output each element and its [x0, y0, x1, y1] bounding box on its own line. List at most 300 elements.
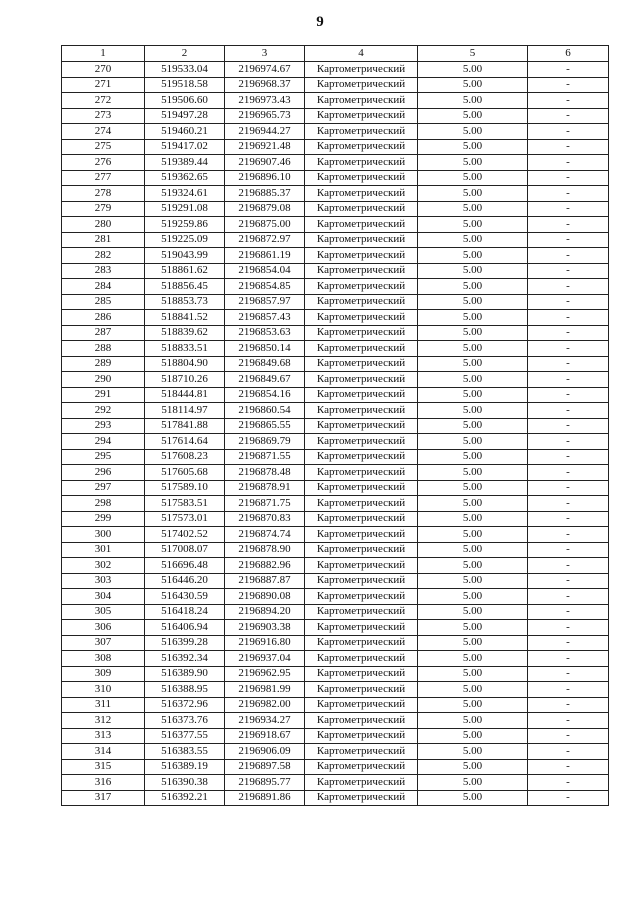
method-cell: Картометрический — [305, 604, 418, 620]
x-coordinate-cell: 519259.86 — [145, 217, 225, 233]
table-row — [62, 124, 609, 140]
table-row — [62, 155, 609, 171]
accuracy-cell: 5.00 — [418, 403, 528, 419]
method-cell: Картометрический — [305, 325, 418, 341]
method-cell: Картометрический — [305, 434, 418, 450]
accuracy-cell: 5.00 — [418, 387, 528, 403]
y-coordinate-cell: 2196849.68 — [225, 356, 305, 372]
y-coordinate-cell: 2196857.43 — [225, 310, 305, 326]
point-number-cell: 281 — [62, 232, 145, 248]
x-coordinate-cell: 519460.21 — [145, 124, 225, 140]
note-cell: - — [528, 573, 609, 589]
x-coordinate-cell: 516389.19 — [145, 759, 225, 775]
y-coordinate-cell: 2196937.04 — [225, 651, 305, 667]
x-coordinate-cell: 516389.90 — [145, 666, 225, 682]
point-number-cell: 274 — [62, 124, 145, 140]
x-coordinate-cell: 517008.07 — [145, 542, 225, 558]
x-coordinate-cell: 516418.24 — [145, 604, 225, 620]
note-cell: - — [528, 449, 609, 465]
accuracy-cell: 5.00 — [418, 62, 528, 78]
method-cell: Картометрический — [305, 310, 418, 326]
method-cell: Картометрический — [305, 418, 418, 434]
accuracy-cell: 5.00 — [418, 465, 528, 481]
point-number-cell: 298 — [62, 496, 145, 512]
note-cell: - — [528, 744, 609, 760]
x-coordinate-cell: 518804.90 — [145, 356, 225, 372]
note-cell: - — [528, 279, 609, 295]
accuracy-cell: 5.00 — [418, 155, 528, 171]
x-coordinate-cell: 516392.21 — [145, 790, 225, 806]
note-cell: - — [528, 418, 609, 434]
accuracy-cell: 5.00 — [418, 511, 528, 527]
table-row — [62, 77, 609, 93]
point-number-cell: 283 — [62, 263, 145, 279]
y-coordinate-cell: 2196861.19 — [225, 248, 305, 264]
note-cell: - — [528, 310, 609, 326]
method-cell: Картометрический — [305, 124, 418, 140]
table-row — [62, 790, 609, 806]
method-cell: Картометрический — [305, 744, 418, 760]
x-coordinate-cell: 519518.58 — [145, 77, 225, 93]
point-number-cell: 271 — [62, 77, 145, 93]
accuracy-cell: 5.00 — [418, 372, 528, 388]
table-row — [62, 310, 609, 326]
accuracy-cell: 5.00 — [418, 573, 528, 589]
table-body — [62, 62, 609, 806]
method-cell: Картометрический — [305, 651, 418, 667]
table-row — [62, 465, 609, 481]
point-number-cell: 287 — [62, 325, 145, 341]
accuracy-cell: 5.00 — [418, 558, 528, 574]
point-number-cell: 291 — [62, 387, 145, 403]
table-row — [62, 496, 609, 512]
point-number-cell: 311 — [62, 697, 145, 713]
table-row — [62, 744, 609, 760]
method-cell: Картометрический — [305, 139, 418, 155]
table-row — [62, 108, 609, 124]
y-coordinate-cell: 2196907.46 — [225, 155, 305, 171]
note-cell: - — [528, 511, 609, 527]
table-row — [62, 573, 609, 589]
table-row — [62, 62, 609, 78]
method-cell: Картометрический — [305, 294, 418, 310]
accuracy-cell: 5.00 — [418, 759, 528, 775]
note-cell: - — [528, 93, 609, 109]
point-number-cell: 290 — [62, 372, 145, 388]
y-coordinate-cell: 2196875.00 — [225, 217, 305, 233]
method-cell: Картометрический — [305, 201, 418, 217]
point-number-cell: 307 — [62, 635, 145, 651]
point-number-cell: 292 — [62, 403, 145, 419]
note-cell: - — [528, 713, 609, 729]
x-coordinate-cell: 516372.96 — [145, 697, 225, 713]
point-number-cell: 314 — [62, 744, 145, 760]
x-coordinate-cell: 517841.88 — [145, 418, 225, 434]
x-coordinate-cell: 518833.51 — [145, 341, 225, 357]
table-row — [62, 93, 609, 109]
note-cell: - — [528, 232, 609, 248]
method-cell: Картометрический — [305, 77, 418, 93]
point-number-cell: 302 — [62, 558, 145, 574]
y-coordinate-cell: 2196916.80 — [225, 635, 305, 651]
note-cell: - — [528, 77, 609, 93]
note-cell: - — [528, 620, 609, 636]
y-coordinate-cell: 2196874.74 — [225, 527, 305, 543]
x-coordinate-cell: 517589.10 — [145, 480, 225, 496]
note-cell: - — [528, 217, 609, 233]
y-coordinate-cell: 2196894.20 — [225, 604, 305, 620]
point-number-cell: 286 — [62, 310, 145, 326]
note-cell: - — [528, 294, 609, 310]
method-cell: Картометрический — [305, 713, 418, 729]
y-coordinate-cell: 2196896.10 — [225, 170, 305, 186]
accuracy-cell: 5.00 — [418, 449, 528, 465]
note-cell: - — [528, 356, 609, 372]
y-coordinate-cell: 2196934.27 — [225, 713, 305, 729]
note-cell: - — [528, 341, 609, 357]
accuracy-cell: 5.00 — [418, 651, 528, 667]
accuracy-cell: 5.00 — [418, 589, 528, 605]
y-coordinate-cell: 2196903.38 — [225, 620, 305, 636]
y-coordinate-cell: 2196854.85 — [225, 279, 305, 295]
accuracy-cell: 5.00 — [418, 248, 528, 264]
point-number-cell: 297 — [62, 480, 145, 496]
table-row — [62, 635, 609, 651]
accuracy-cell: 5.00 — [418, 496, 528, 512]
method-cell: Картометрический — [305, 341, 418, 357]
x-coordinate-cell: 518861.62 — [145, 263, 225, 279]
point-number-cell: 301 — [62, 542, 145, 558]
table-row — [62, 558, 609, 574]
point-number-cell: 310 — [62, 682, 145, 698]
table-row — [62, 294, 609, 310]
table-row — [62, 263, 609, 279]
table-row — [62, 589, 609, 605]
note-cell: - — [528, 728, 609, 744]
accuracy-cell: 5.00 — [418, 620, 528, 636]
accuracy-cell: 5.00 — [418, 682, 528, 698]
x-coordinate-cell: 518114.97 — [145, 403, 225, 419]
y-coordinate-cell: 2196854.04 — [225, 263, 305, 279]
table-row — [62, 620, 609, 636]
y-coordinate-cell: 2196973.43 — [225, 93, 305, 109]
x-coordinate-cell: 518856.45 — [145, 279, 225, 295]
x-coordinate-cell: 519533.04 — [145, 62, 225, 78]
table-row — [62, 666, 609, 682]
method-cell: Картометрический — [305, 775, 418, 791]
note-cell: - — [528, 248, 609, 264]
note-cell: - — [528, 434, 609, 450]
accuracy-cell: 5.00 — [418, 263, 528, 279]
method-cell: Картометрический — [305, 496, 418, 512]
x-coordinate-cell: 516383.55 — [145, 744, 225, 760]
accuracy-cell: 5.00 — [418, 604, 528, 620]
x-coordinate-cell: 518841.52 — [145, 310, 225, 326]
accuracy-cell: 5.00 — [418, 124, 528, 140]
note-cell: - — [528, 635, 609, 651]
table-row — [62, 372, 609, 388]
y-coordinate-cell: 2196982.00 — [225, 697, 305, 713]
x-coordinate-cell: 517573.01 — [145, 511, 225, 527]
x-coordinate-cell: 519497.28 — [145, 108, 225, 124]
method-cell: Картометрический — [305, 155, 418, 171]
table-row — [62, 325, 609, 341]
method-cell: Картометрический — [305, 790, 418, 806]
y-coordinate-cell: 2196878.91 — [225, 480, 305, 496]
table-row — [62, 139, 609, 155]
method-cell: Картометрический — [305, 93, 418, 109]
x-coordinate-cell: 519506.60 — [145, 93, 225, 109]
method-cell: Картометрический — [305, 217, 418, 233]
x-coordinate-cell: 519225.09 — [145, 232, 225, 248]
point-number-cell: 309 — [62, 666, 145, 682]
table-row — [62, 341, 609, 357]
point-number-cell: 293 — [62, 418, 145, 434]
y-coordinate-cell: 2196850.14 — [225, 341, 305, 357]
accuracy-cell: 5.00 — [418, 294, 528, 310]
note-cell: - — [528, 527, 609, 543]
y-coordinate-cell: 2196849.67 — [225, 372, 305, 388]
accuracy-cell: 5.00 — [418, 418, 528, 434]
y-coordinate-cell: 2196906.09 — [225, 744, 305, 760]
note-cell: - — [528, 790, 609, 806]
table-row — [62, 201, 609, 217]
table-row — [62, 604, 609, 620]
accuracy-cell: 5.00 — [418, 480, 528, 496]
y-coordinate-cell: 2196974.67 — [225, 62, 305, 78]
x-coordinate-cell: 519291.08 — [145, 201, 225, 217]
y-coordinate-cell: 2196878.90 — [225, 542, 305, 558]
method-cell: Картометрический — [305, 186, 418, 202]
accuracy-cell: 5.00 — [418, 139, 528, 155]
note-cell: - — [528, 775, 609, 791]
point-number-cell: 308 — [62, 651, 145, 667]
note-cell: - — [528, 372, 609, 388]
y-coordinate-cell: 2196944.27 — [225, 124, 305, 140]
table-row — [62, 542, 609, 558]
accuracy-cell: 5.00 — [418, 697, 528, 713]
accuracy-cell: 5.00 — [418, 217, 528, 233]
accuracy-cell: 5.00 — [418, 93, 528, 109]
table-row — [62, 186, 609, 202]
note-cell: - — [528, 759, 609, 775]
x-coordinate-cell: 519417.02 — [145, 139, 225, 155]
x-coordinate-cell: 517583.51 — [145, 496, 225, 512]
point-number-cell: 305 — [62, 604, 145, 620]
note-cell: - — [528, 155, 609, 171]
x-coordinate-cell: 516406.94 — [145, 620, 225, 636]
table-row — [62, 232, 609, 248]
accuracy-cell: 5.00 — [418, 728, 528, 744]
y-coordinate-cell: 2196891.86 — [225, 790, 305, 806]
note-cell: - — [528, 108, 609, 124]
method-cell: Картометрический — [305, 108, 418, 124]
column-header: 6 — [528, 46, 609, 62]
y-coordinate-cell: 2196878.48 — [225, 465, 305, 481]
accuracy-cell: 5.00 — [418, 341, 528, 357]
point-number-cell: 270 — [62, 62, 145, 78]
note-cell: - — [528, 697, 609, 713]
point-number-cell: 299 — [62, 511, 145, 527]
y-coordinate-cell: 2196870.83 — [225, 511, 305, 527]
page-number: 9 — [316, 14, 324, 30]
note-cell: - — [528, 62, 609, 78]
accuracy-cell: 5.00 — [418, 108, 528, 124]
y-coordinate-cell: 2196860.54 — [225, 403, 305, 419]
x-coordinate-cell: 517402.52 — [145, 527, 225, 543]
y-coordinate-cell: 2196871.55 — [225, 449, 305, 465]
accuracy-cell: 5.00 — [418, 527, 528, 543]
accuracy-cell: 5.00 — [418, 310, 528, 326]
method-cell: Картометрический — [305, 62, 418, 78]
y-coordinate-cell: 2196981.99 — [225, 682, 305, 698]
note-cell: - — [528, 589, 609, 605]
table-row — [62, 279, 609, 295]
method-cell: Картометрический — [305, 527, 418, 543]
table-row — [62, 170, 609, 186]
table-row — [62, 480, 609, 496]
x-coordinate-cell: 516430.59 — [145, 589, 225, 605]
x-coordinate-cell: 516392.34 — [145, 651, 225, 667]
y-coordinate-cell: 2196869.79 — [225, 434, 305, 450]
point-number-cell: 313 — [62, 728, 145, 744]
point-number-cell: 273 — [62, 108, 145, 124]
note-cell: - — [528, 170, 609, 186]
x-coordinate-cell: 517605.68 — [145, 465, 225, 481]
method-cell: Картометрический — [305, 728, 418, 744]
table-header-row — [62, 46, 609, 62]
point-number-cell: 315 — [62, 759, 145, 775]
method-cell: Картометрический — [305, 635, 418, 651]
x-coordinate-cell: 518853.73 — [145, 294, 225, 310]
point-number-cell: 289 — [62, 356, 145, 372]
method-cell: Картометрический — [305, 449, 418, 465]
column-header: 2 — [145, 46, 225, 62]
note-cell: - — [528, 387, 609, 403]
method-cell: Картометрический — [305, 697, 418, 713]
column-header: 3 — [225, 46, 305, 62]
point-number-cell: 285 — [62, 294, 145, 310]
x-coordinate-cell: 519362.65 — [145, 170, 225, 186]
y-coordinate-cell: 2196865.55 — [225, 418, 305, 434]
accuracy-cell: 5.00 — [418, 666, 528, 682]
point-number-cell: 306 — [62, 620, 145, 636]
accuracy-cell: 5.00 — [418, 434, 528, 450]
y-coordinate-cell: 2196871.75 — [225, 496, 305, 512]
point-number-cell: 316 — [62, 775, 145, 791]
method-cell: Картометрический — [305, 589, 418, 605]
y-coordinate-cell: 2196965.73 — [225, 108, 305, 124]
table-row — [62, 511, 609, 527]
table-row — [62, 759, 609, 775]
x-coordinate-cell: 519043.99 — [145, 248, 225, 264]
point-number-cell: 294 — [62, 434, 145, 450]
method-cell: Картометрический — [305, 263, 418, 279]
note-cell: - — [528, 604, 609, 620]
coordinates-table — [61, 45, 609, 806]
accuracy-cell: 5.00 — [418, 232, 528, 248]
y-coordinate-cell: 2196895.77 — [225, 775, 305, 791]
method-cell: Картометрический — [305, 558, 418, 574]
point-number-cell: 276 — [62, 155, 145, 171]
y-coordinate-cell: 2196921.48 — [225, 139, 305, 155]
table-row — [62, 682, 609, 698]
method-cell: Картометрический — [305, 279, 418, 295]
x-coordinate-cell: 516446.20 — [145, 573, 225, 589]
x-coordinate-cell: 516399.28 — [145, 635, 225, 651]
method-cell: Картометрический — [305, 511, 418, 527]
x-coordinate-cell: 516388.95 — [145, 682, 225, 698]
column-header: 5 — [418, 46, 528, 62]
method-cell: Картометрический — [305, 248, 418, 264]
y-coordinate-cell: 2196853.63 — [225, 325, 305, 341]
note-cell: - — [528, 201, 609, 217]
note-cell: - — [528, 124, 609, 140]
point-number-cell: 296 — [62, 465, 145, 481]
method-cell: Картометрический — [305, 480, 418, 496]
table-row — [62, 217, 609, 233]
note-cell: - — [528, 186, 609, 202]
note-cell: - — [528, 651, 609, 667]
point-number-cell: 303 — [62, 573, 145, 589]
point-number-cell: 317 — [62, 790, 145, 806]
method-cell: Картометрический — [305, 387, 418, 403]
note-cell: - — [528, 558, 609, 574]
y-coordinate-cell: 2196872.97 — [225, 232, 305, 248]
y-coordinate-cell: 2196885.37 — [225, 186, 305, 202]
method-cell: Картометрический — [305, 465, 418, 481]
point-number-cell: 279 — [62, 201, 145, 217]
note-cell: - — [528, 465, 609, 481]
accuracy-cell: 5.00 — [418, 201, 528, 217]
accuracy-cell: 5.00 — [418, 356, 528, 372]
note-cell: - — [528, 496, 609, 512]
method-cell: Картометрический — [305, 170, 418, 186]
point-number-cell: 284 — [62, 279, 145, 295]
method-cell: Картометрический — [305, 232, 418, 248]
method-cell: Картометрический — [305, 759, 418, 775]
accuracy-cell: 5.00 — [418, 790, 528, 806]
note-cell: - — [528, 325, 609, 341]
table-row — [62, 356, 609, 372]
table-row — [62, 418, 609, 434]
y-coordinate-cell: 2196882.96 — [225, 558, 305, 574]
y-coordinate-cell: 2196890.08 — [225, 589, 305, 605]
y-coordinate-cell: 2196857.97 — [225, 294, 305, 310]
method-cell: Картометрический — [305, 573, 418, 589]
table-row — [62, 527, 609, 543]
x-coordinate-cell: 516373.76 — [145, 713, 225, 729]
x-coordinate-cell: 517608.23 — [145, 449, 225, 465]
point-number-cell: 288 — [62, 341, 145, 357]
note-cell: - — [528, 139, 609, 155]
y-coordinate-cell: 2196879.08 — [225, 201, 305, 217]
method-cell: Картометрический — [305, 682, 418, 698]
column-header: 1 — [62, 46, 145, 62]
note-cell: - — [528, 480, 609, 496]
x-coordinate-cell: 516696.48 — [145, 558, 225, 574]
x-coordinate-cell: 516377.55 — [145, 728, 225, 744]
method-cell: Картометрический — [305, 403, 418, 419]
y-coordinate-cell: 2196962.95 — [225, 666, 305, 682]
table-row — [62, 449, 609, 465]
point-number-cell: 272 — [62, 93, 145, 109]
table-row — [62, 434, 609, 450]
column-header: 4 — [305, 46, 418, 62]
point-number-cell: 278 — [62, 186, 145, 202]
point-number-cell: 277 — [62, 170, 145, 186]
point-number-cell: 282 — [62, 248, 145, 264]
